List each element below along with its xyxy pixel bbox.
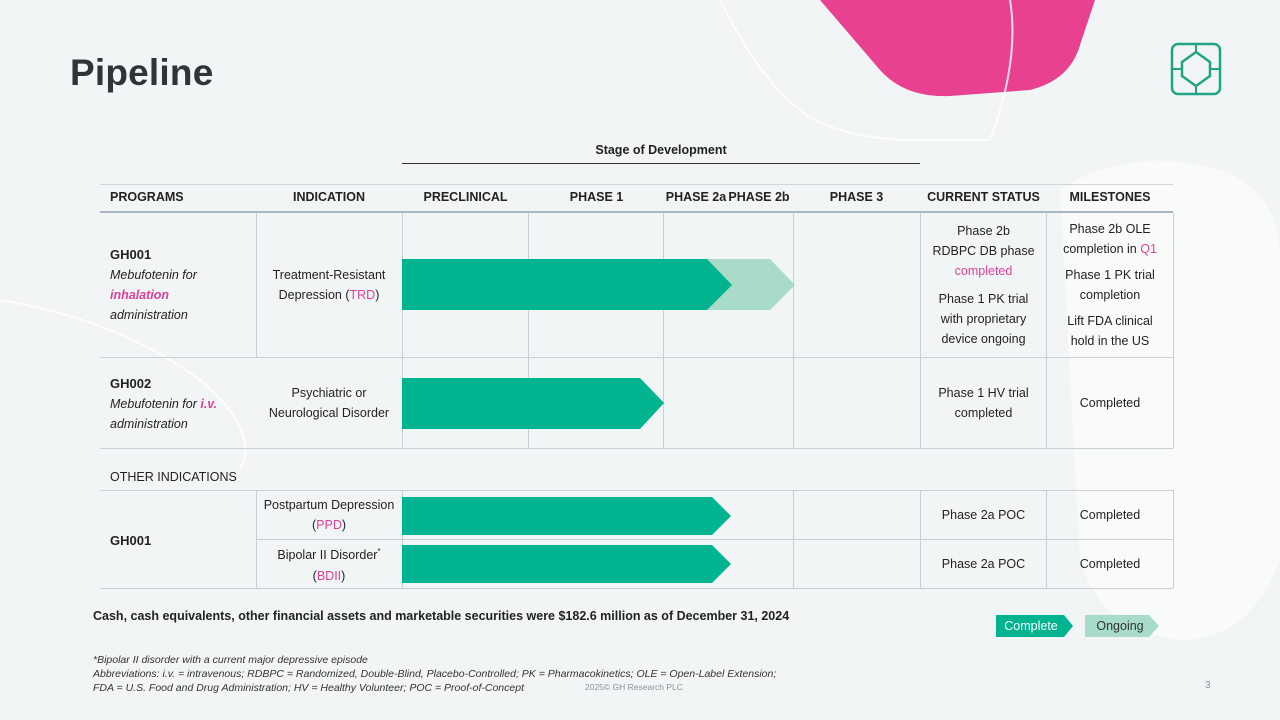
indication-text (277, 542, 380, 565)
indication-text (313, 566, 346, 586)
indication-text: ( (312, 568, 317, 583)
page-title: Pipeline (70, 52, 214, 93)
grid-line (1173, 490, 1174, 588)
status-text: Phase 1 HV trial (938, 385, 1029, 400)
milestone-text: completion (1079, 288, 1141, 302)
status-text: device ongoing (941, 332, 1026, 346)
table-top-rule (100, 184, 1173, 185)
milestone-bdii: Completed (1079, 557, 1141, 571)
legend-ongoing-label: Ongoing (1096, 619, 1144, 633)
header-preclinical: PRECLINICAL (423, 190, 508, 204)
milestone-gh002: Completed (1079, 395, 1141, 410)
footnote-line: *Bipolar II disorder with a current major depressive episode (93, 654, 368, 666)
complete-bar-segment (402, 259, 732, 310)
indication-text: ) (375, 288, 380, 302)
indication-abbr: TRD (349, 288, 376, 302)
indication-text (279, 285, 380, 305)
program-name: GH001 (110, 247, 152, 262)
legend-complete (996, 615, 1074, 642)
page-number: 3 (1205, 680, 1211, 691)
program-route-highlight: inhalation (110, 288, 170, 302)
program-desc: administration (110, 308, 188, 322)
progress-bar-ppd (402, 497, 734, 535)
status-gh002 (920, 357, 1047, 448)
legend-complete-label: Complete (1004, 619, 1058, 633)
stage-divider (402, 163, 920, 164)
status-text: completed (954, 405, 1013, 420)
milestone-text: Phase 1 PK trial (1065, 268, 1155, 282)
program-desc: administration (110, 417, 188, 431)
footnote-line: FDA = U.S. Food and Drug Administration; HV = Healthy Volunteer; POC = Proof-of-Concept (93, 682, 524, 694)
complete-bar-segment (402, 378, 664, 429)
status-bdii: Phase 2a POC (941, 557, 1026, 571)
header-phase-3: PHASE 3 (829, 190, 884, 204)
milestone-text: hold in the US (1070, 334, 1150, 348)
grid-line (1173, 213, 1174, 448)
header-indication: INDICATION (293, 190, 365, 204)
indication-text: ) (341, 518, 347, 532)
program-name: GH002 (110, 376, 152, 391)
status-gh001-trd (920, 213, 1047, 357)
milestone-text: completion in (1063, 242, 1137, 256)
indication-trd (256, 213, 402, 357)
program-route-highlight: i.v. (200, 397, 218, 411)
status-text: with proprietary (940, 312, 1027, 326)
status-text: RDBPC DB phase (932, 244, 1035, 258)
header-phase-2b: PHASE 2b (728, 190, 790, 204)
indication-text: Depression ( (278, 288, 350, 302)
milestones-gh001-trd (1047, 213, 1173, 357)
status-text: Phase 2b (957, 224, 1010, 238)
indication-text: Psychiatric or (291, 385, 367, 400)
header-current-status: CURRENT STATUS (927, 190, 1040, 204)
indication-psychiatric (256, 357, 402, 448)
grid-line (100, 448, 1173, 449)
progress-bar-gh001-trd (402, 259, 797, 311)
header-programs: PROGRAMS (110, 190, 184, 204)
program-gh001 (110, 245, 197, 325)
stage-of-development-label: Stage of Development (595, 143, 727, 157)
milestone-text: Lift FDA clinical (1067, 314, 1153, 328)
company-logo (1170, 42, 1222, 96)
header-milestones: MILESTONES (1069, 190, 1151, 204)
copyright: 2025© GH Research PLC (585, 682, 683, 692)
indication-text: Bipolar II Disorder (277, 548, 378, 563)
indication-ppd (256, 491, 402, 539)
milestone-text (1063, 239, 1157, 259)
header-phase-2a: PHASE 2a (665, 190, 727, 204)
indication-text: Treatment-Resistant (272, 268, 386, 282)
header-phase-1: PHASE 1 (569, 190, 624, 204)
milestone-text: Phase 2b OLE (1069, 222, 1151, 236)
milestone-ppd: Completed (1079, 508, 1141, 522)
complete-bar-segment (402, 545, 731, 583)
cash-note: Cash, cash equivalents, other financial assets and marketable securities were $182.6 million as of December 31, 2024 (93, 609, 790, 623)
legend-ongoing (1085, 615, 1161, 642)
footnote-marker: * (377, 547, 381, 557)
status-text: Phase 1 PK trial (938, 292, 1029, 306)
indication-text: Postpartum Depression (263, 498, 395, 512)
indication-text: Neurological Disorder (268, 405, 390, 420)
grid-line (100, 588, 1173, 589)
complete-bar-segment (402, 497, 731, 535)
indication-text: ) (341, 568, 346, 583)
grid-line (793, 213, 794, 448)
milestone-highlight: Q1 (1140, 242, 1157, 256)
status-highlight: completed (954, 264, 1013, 278)
program-gh002 (110, 374, 217, 434)
indication-text (312, 515, 346, 535)
indication-abbr: PPD (316, 518, 342, 532)
status-ppd: Phase 2a POC (941, 508, 1026, 522)
other-indications-label: OTHER INDICATIONS (110, 470, 237, 484)
indication-text: ( (311, 518, 317, 532)
program-desc: Mebufotenin for (110, 397, 197, 411)
footnote-line: Abbreviations: i.v. = intravenous; RDBPC = Randomized, Double-Blind, Placebo-Controlled; PK = Pharmacokinetics; OLE = Open-Label Extension; (93, 668, 777, 680)
program-desc: Mebufotenin for (110, 268, 197, 282)
program-gh001-other: GH001 (110, 533, 152, 548)
progress-bar-gh002 (402, 378, 667, 430)
progress-bar-bdii (402, 545, 734, 583)
indication-abbr: BDII (316, 568, 342, 583)
indication-bdii (256, 540, 402, 588)
